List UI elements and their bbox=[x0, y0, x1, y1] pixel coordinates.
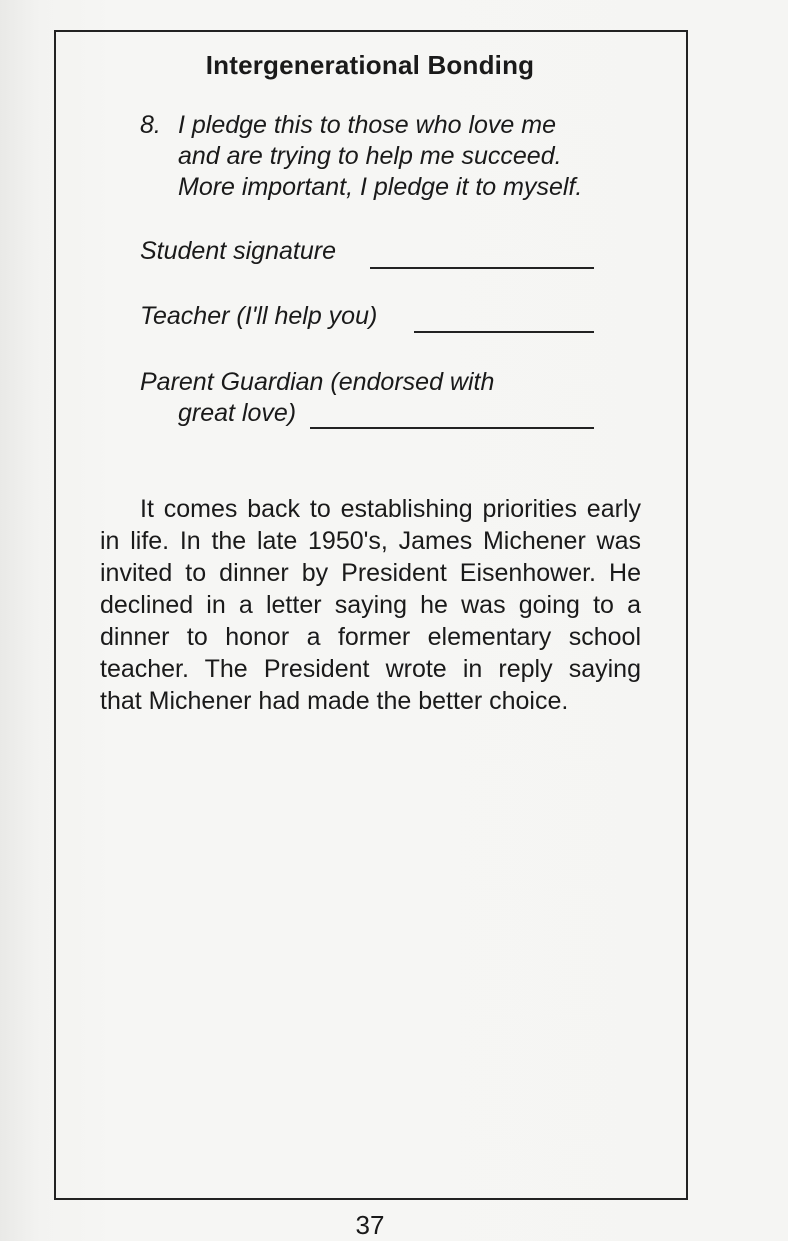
student-signature-label: Student signature bbox=[140, 237, 336, 265]
page-number: 37 bbox=[355, 1210, 385, 1240]
pledge-line: I pledge this to those who love me bbox=[178, 111, 557, 139]
student-signature-line[interactable] bbox=[370, 267, 594, 269]
paragraph-line: dinner to honor a former elementary school bbox=[100, 623, 641, 651]
pledge-line: and are trying to help me succeed. bbox=[178, 142, 562, 170]
teacher-signature-line[interactable] bbox=[414, 331, 594, 333]
paragraph-line: It comes back to establishing priorities early bbox=[140, 495, 641, 523]
paragraph-line: in life. In the late 1950's, James Michener was bbox=[100, 527, 641, 555]
body-paragraph bbox=[100, 493, 641, 717]
paragraph-line: teacher. The President wrote in reply saying bbox=[100, 655, 641, 683]
pledge-number: 8. bbox=[140, 111, 161, 139]
parent-guardian-label-cont: great love) bbox=[178, 399, 297, 427]
pledge-item bbox=[140, 110, 610, 203]
parent-guardian-signature-line[interactable] bbox=[310, 427, 594, 429]
page-title: Intergenerational Bonding bbox=[205, 50, 535, 80]
teacher-signature-label: Teacher (I'll help you) bbox=[140, 302, 378, 330]
parent-guardian-label: Parent Guardian (endorsed with bbox=[140, 368, 495, 396]
paragraph-line: declined in a letter saying he was going to a bbox=[100, 591, 641, 619]
paragraph-line: invited to dinner by President Eisenhower. He bbox=[100, 559, 641, 587]
paragraph-line: that Michener had made the better choice. bbox=[100, 687, 569, 715]
pledge-line: More important, I pledge it to myself. bbox=[178, 173, 583, 201]
